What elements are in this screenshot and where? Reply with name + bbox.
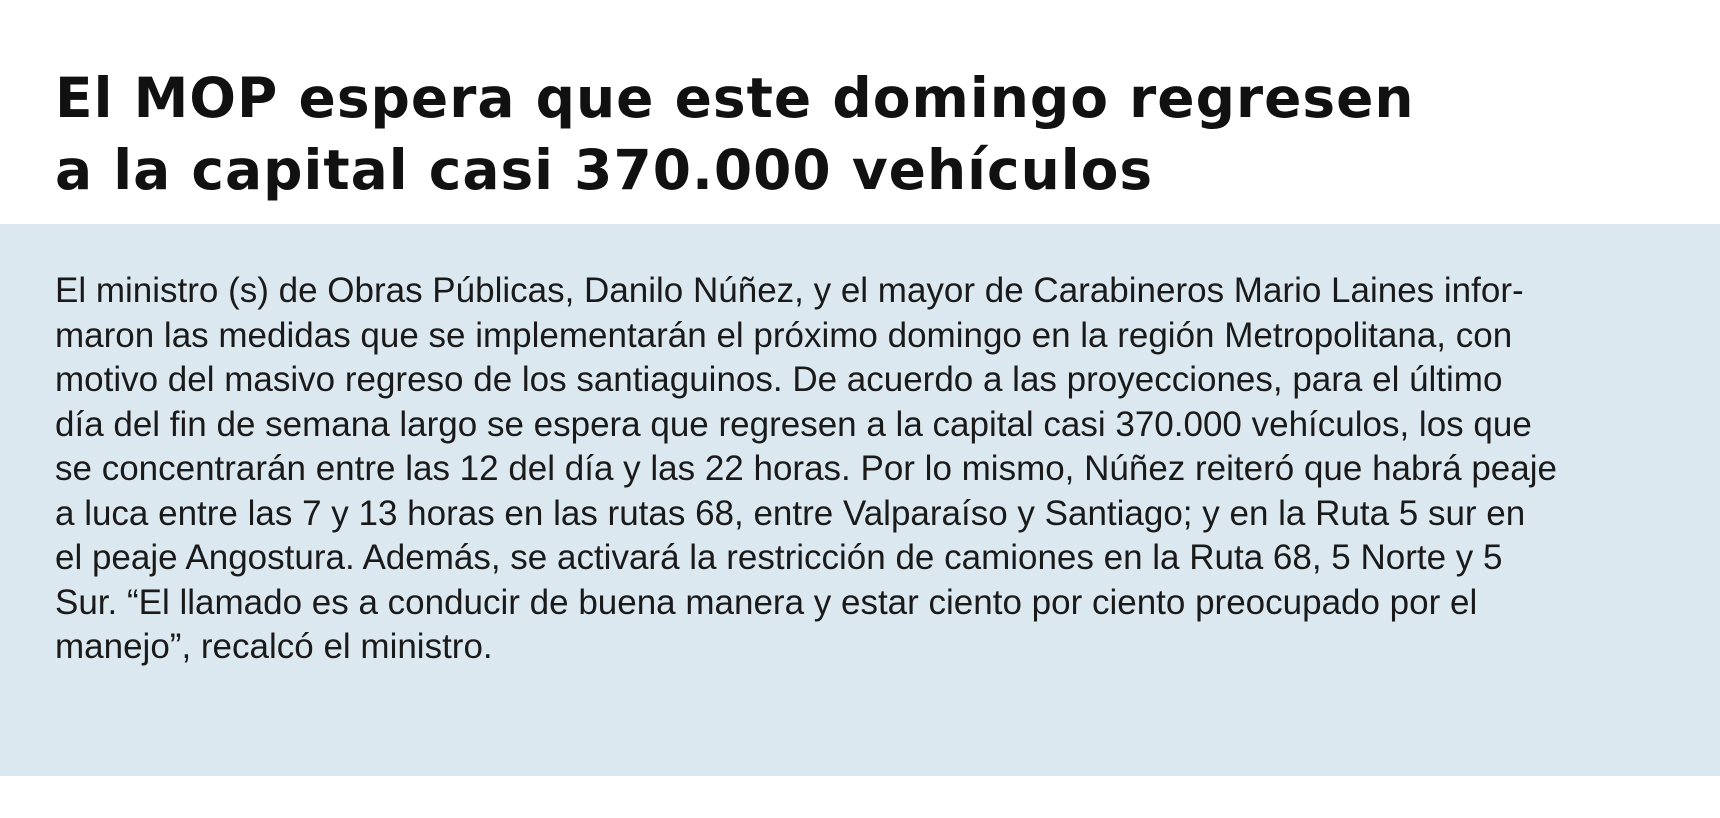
body-line-7: el peaje Angostura. Además, se activará la restricción de camiones en la Ruta 68, 5 Norte y 5 bbox=[55, 538, 1503, 577]
body-line-1: El ministro (s) de Obras Públicas, Danilo Núñez, y el mayor de Carabineros Mario Laines infor- bbox=[55, 271, 1524, 310]
body-line-2: maron las medidas que se implementarán el próximo domingo en la región Metropolitana, con bbox=[55, 315, 1513, 355]
headline-line-2: a la capital casi 370.000 vehículos bbox=[55, 138, 1154, 202]
body-line-8: Sur. “El llamado es a conducir de buena manera y estar ciento por ciento preocupado por el bbox=[55, 582, 1478, 622]
body-line-3: motivo del masivo regreso de los santiaguinos. De acuerdo a las proyecciones, para el último bbox=[55, 360, 1503, 399]
body-line-9: manejo”, recalcó el ministro. bbox=[55, 627, 493, 666]
headline-line-1: El MOP espera que este domingo regresen bbox=[55, 66, 1415, 130]
article-body bbox=[55, 269, 1695, 670]
body-panel bbox=[0, 224, 1720, 776]
body-line-5: se concentrarán entre las 12 del día y las 22 horas. Por lo mismo, Núñez reiteró que habrá peaje bbox=[55, 449, 1557, 488]
bottom-margin bbox=[0, 776, 1720, 818]
headline bbox=[55, 62, 1655, 206]
body-line-6: a luca entre las 7 y 13 horas en las rutas 68, entre Valparaíso y Santiago; y en la Ruta 5 sur en bbox=[55, 493, 1526, 533]
body-line-4: día del fin de semana largo se espera que regresen a la capital casi 370.000 vehículos, los que bbox=[55, 404, 1532, 444]
